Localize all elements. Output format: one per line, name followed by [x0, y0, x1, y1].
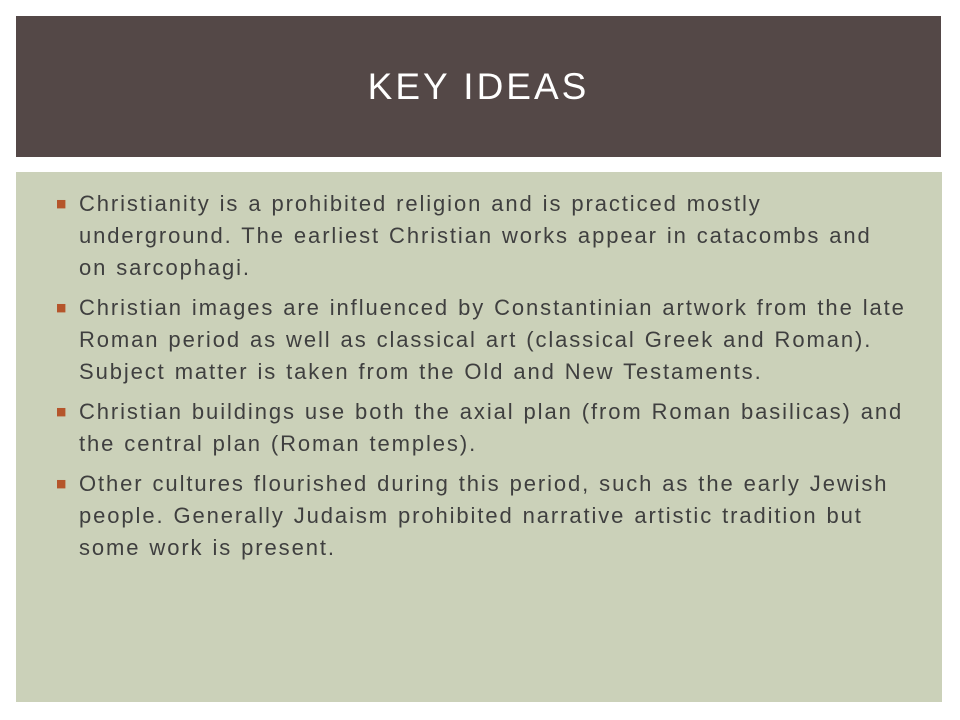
bullet-text: Christian buildings use both the axial plan (from Roman basilicas) and the central plan (Roman temples).	[79, 399, 904, 456]
list-item	[56, 396, 906, 460]
square-bullet-icon: ■	[56, 477, 67, 490]
list-item	[56, 188, 906, 284]
bullet-text: Christian images are influenced by Constantinian artwork from the late Roman period as well as classical art (classical Greek and Roman). Subject matter is taken from the Old and New Testaments.	[79, 295, 906, 384]
content-panel	[16, 172, 942, 702]
slide-title: KEY IDEAS	[367, 65, 590, 107]
list-item	[56, 292, 906, 388]
title-bar	[16, 16, 941, 157]
square-bullet-icon: ■	[56, 197, 67, 210]
list-item	[56, 468, 906, 564]
square-bullet-icon: ■	[56, 405, 67, 418]
square-bullet-icon: ■	[56, 301, 67, 314]
bullet-list	[56, 188, 906, 572]
bullet-text: Christianity is a prohibited religion and is practiced mostly underground. The earliest Christian works appear in catacombs and on sarcophagi.	[79, 191, 872, 280]
bullet-text: Other cultures flourished during this period, such as the early Jewish people. Generally Judaism prohibited narrative artistic tradition but some work is present.	[79, 471, 889, 560]
